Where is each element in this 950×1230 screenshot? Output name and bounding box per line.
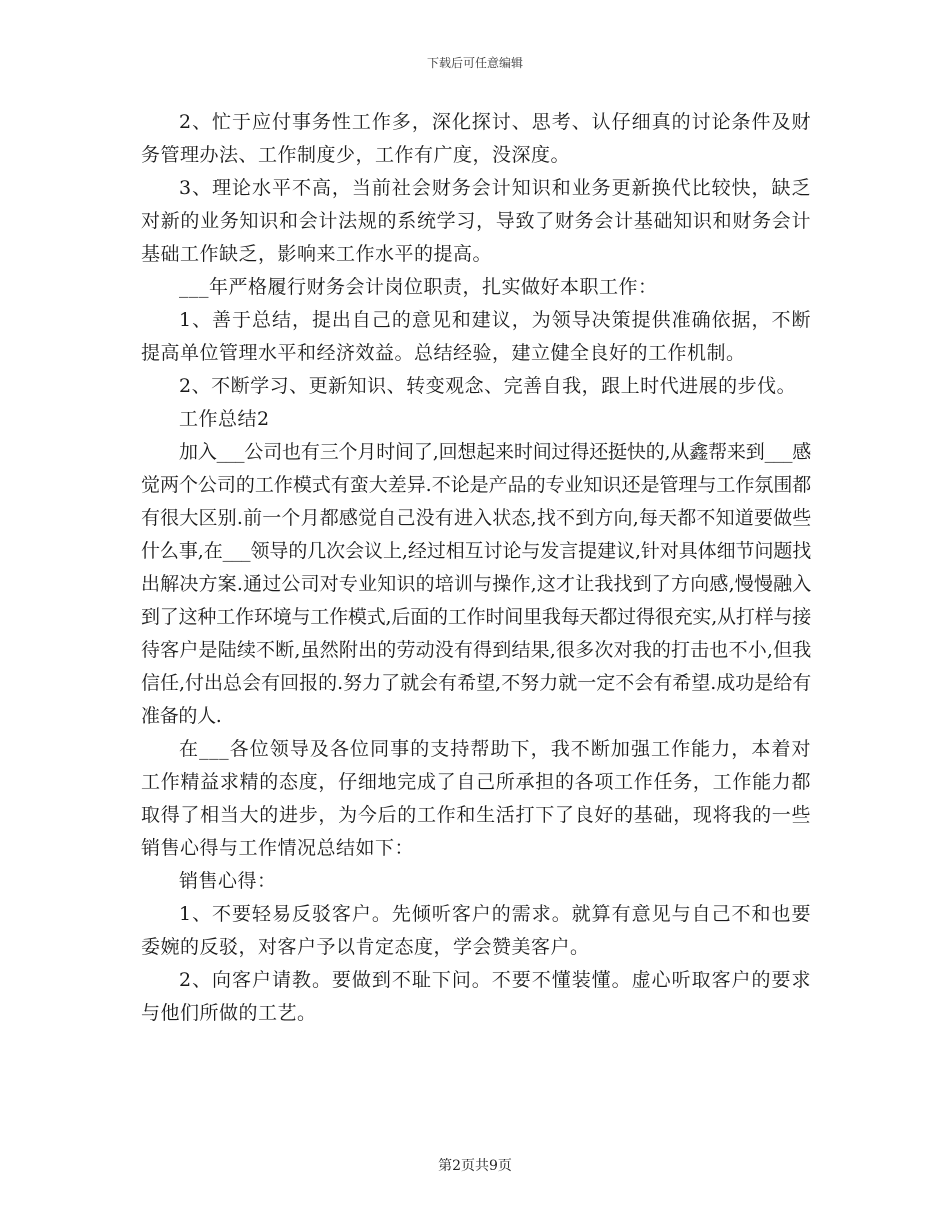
paragraph: 2、忙于应付事务性工作多，深化探讨、思考、认仔细真的讨论条件及财务管理办法、工作制度少，工作有广度，没深度。 — [141, 111, 811, 166]
paragraph: 3、理论水平不高，当前社会财务会计知识和业务更新换代比较快，缺乏对新的业务知识和会计法规的系统学习，导致了财务会计基础知识和财务会计基础工作缺乏，影响来工作水平的提高。 — [141, 177, 811, 265]
paragraph: 加入___公司也有三个月时间了,回想起来时间过得还挺快的,从鑫帮来到___感觉两个公司的工作模式有蛮大差异.不论是产品的专业知识还是管理与工作氛围都有很大区别.前一个月都感觉自己没有进入状态,找不到方向,每天都不知道要做些什么事,在___领导的几次会议上,经过相互讨论与发言提建议,针对具体细节问题找出解决方案.通过公司对专业知识的培训与操作,这才让我找到了方向感,慢慢融入到了这种工作环境与工作模式,后面的工作时间里我每天都过得很充实,从打样与接待客户是陆续不断,虽然附出的劳动没有得到结果,很多次对我的打击也不小,但我信任,付出总会有回报的.努力了就会有希望,不努力就一定不会有希望.成功是给有准备的人. — [141, 441, 811, 727]
section-heading: 工作总结2 — [179, 408, 270, 430]
page-header: 下载后可任意编辑 — [426, 56, 523, 70]
paragraph: ___年严格履行财务会计岗位职责，扎实做好本职工作： — [179, 276, 658, 298]
paragraph: 在___各位领导及各位同事的支持帮助下，我不断加强工作能力，本着对工作精益求精的态度，仔细地完成了自己所承担的各项工作任务，工作能力都取得了相当大的进步，为今后的工作和生活打下了良好的基础，现将我的一些销售心得与工作情况总结如下： — [141, 738, 811, 859]
subsection-heading: 销售心得： — [179, 870, 277, 892]
document-body — [141, 106, 811, 1030]
paragraph: 2、向客户请教。要做到不耻下问。不要不懂装懂。虚心听取客户的要求与他们所做的工艺。 — [141, 969, 811, 1024]
paragraph: 2、不断学习、更新知识、转变观念、完善自我，跟上时代进展的步伐。 — [179, 375, 797, 397]
paragraph: 1、不要轻易反驳客户。先倾听客户的需求。就算有意见与自己不和也要委婉的反驳，对客户予以肯定态度，学会赞美客户。 — [141, 903, 811, 958]
page-footer: 第2页共9页 — [438, 1158, 512, 1174]
paragraph: 1、善于总结，提出自己的意见和建议，为领导决策提供准确依据，不断提高单位管理水平和经济效益。总结经验，建立健全良好的工作机制。 — [141, 309, 811, 364]
